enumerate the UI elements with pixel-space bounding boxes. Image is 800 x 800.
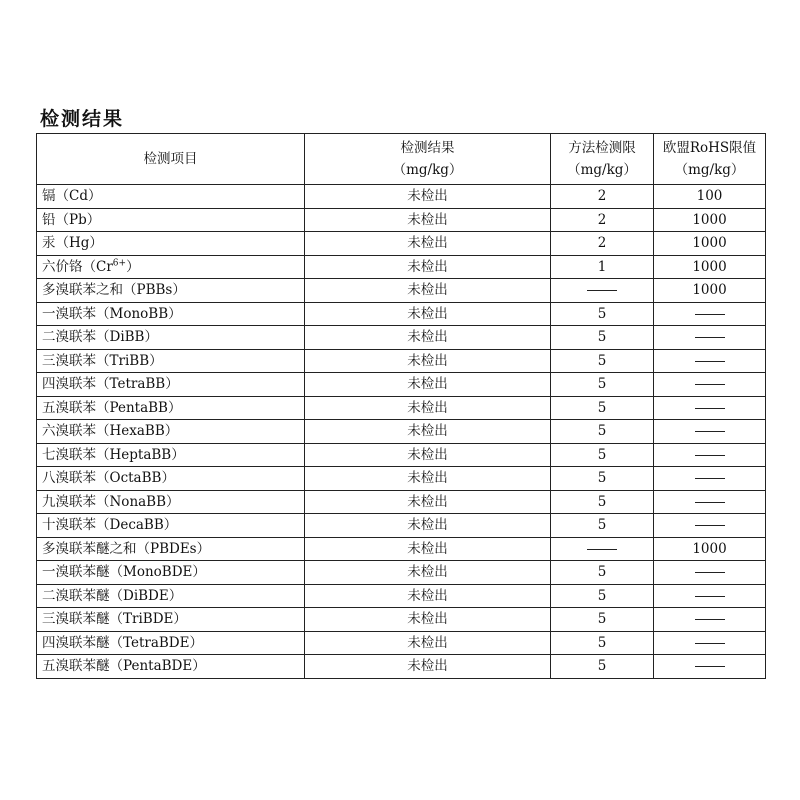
cell-limit-value: 2 — [597, 188, 607, 205]
cell-limit — [551, 208, 654, 232]
cell-rohs — [654, 514, 766, 538]
cell-rohs — [654, 232, 766, 256]
cell-limit — [551, 420, 654, 444]
cell-rohs — [654, 302, 766, 326]
cell-limit — [551, 584, 654, 608]
item-name: 五溴联苯醚（PentaBDE） — [42, 658, 206, 675]
cell-rohs — [654, 561, 766, 585]
cell-limit-value: 2 — [597, 235, 607, 252]
table-row — [37, 443, 766, 467]
cell-item — [37, 279, 305, 303]
cell-limit-value: 5 — [597, 423, 607, 440]
cell-item — [37, 608, 305, 632]
header-row — [37, 134, 766, 185]
item-name: 十溴联苯（DecaBB） — [42, 517, 178, 534]
table-row — [37, 420, 766, 444]
table-row — [37, 326, 766, 350]
cell-result — [305, 561, 551, 585]
cell-item — [37, 467, 305, 491]
header-rohs-label: 欧盟RoHS限值 — [662, 140, 757, 156]
item-name: 二溴联苯醚（DiBDE） — [42, 587, 183, 604]
item-name: 六溴联苯（HexaBB） — [42, 423, 179, 440]
cell-result — [305, 185, 551, 209]
header-limit-label: 方法检测限 — [568, 140, 636, 156]
cell-limit — [551, 467, 654, 491]
cell-result-value: 未检出 — [407, 211, 448, 228]
cell-result — [305, 467, 551, 491]
cell-limit — [551, 349, 654, 373]
cell-limit — [551, 561, 654, 585]
cell-rohs-value: 1000 — [692, 540, 727, 557]
cell-rohs-value — [695, 384, 725, 385]
cell-rohs — [654, 490, 766, 514]
cell-limit-value: 2 — [597, 211, 607, 228]
cell-result-value: 未检出 — [407, 423, 448, 440]
cell-item — [37, 631, 305, 655]
cell-rohs-value: 1000 — [692, 235, 727, 252]
cell-item — [37, 584, 305, 608]
cell-result-value: 未检出 — [407, 235, 448, 252]
table-row — [37, 608, 766, 632]
header-rohs-unit: （mg/kg） — [674, 162, 745, 178]
item-name: 九溴联苯（NonaBB） — [42, 493, 180, 510]
cell-limit — [551, 537, 654, 561]
item-name: 一溴联苯醚（MonoBDE） — [42, 564, 206, 581]
cell-limit-value: 5 — [597, 517, 607, 534]
cell-item — [37, 420, 305, 444]
cell-rohs — [654, 396, 766, 420]
cell-result — [305, 443, 551, 467]
cell-result — [305, 279, 551, 303]
item-name: 八溴联苯（OctaBB） — [42, 470, 175, 487]
item-name: 五溴联苯（PentaBB） — [42, 399, 182, 416]
cell-result-value: 未检出 — [407, 587, 448, 604]
cell-rohs — [654, 655, 766, 679]
cell-rohs — [654, 279, 766, 303]
cell-result — [305, 420, 551, 444]
cell-rohs-value — [695, 408, 725, 409]
cell-limit-value: 5 — [597, 611, 607, 628]
cell-result — [305, 514, 551, 538]
cell-limit — [551, 490, 654, 514]
cell-result-value: 未检出 — [407, 446, 448, 463]
item-name: 四溴联苯（TetraBB） — [42, 376, 179, 393]
cell-rohs-value — [695, 596, 725, 597]
table-row — [37, 584, 766, 608]
cell-limit-value: 5 — [597, 329, 607, 346]
cell-item — [37, 443, 305, 467]
cell-item — [37, 537, 305, 561]
item-name: 多溴联苯醚之和（PBDEs） — [42, 540, 211, 557]
cell-rohs-value — [695, 502, 725, 503]
cell-item — [37, 561, 305, 585]
cell-rohs-value — [695, 361, 725, 362]
cell-rohs — [654, 326, 766, 350]
cell-rohs-value: 1000 — [692, 258, 727, 275]
cell-result-value: 未检出 — [407, 658, 448, 675]
item-name: 七溴联苯（HeptaBB） — [42, 446, 185, 463]
table-row — [37, 631, 766, 655]
cell-limit — [551, 608, 654, 632]
cell-item — [37, 514, 305, 538]
cell-limit-value — [587, 549, 617, 550]
cell-result — [305, 373, 551, 397]
cell-rohs-value — [695, 643, 725, 644]
item-name: 铅（Pb） — [42, 211, 101, 228]
cell-limit — [551, 373, 654, 397]
cell-result-value: 未检出 — [407, 517, 448, 534]
item-name: 多溴联苯之和（PBBs） — [42, 282, 186, 299]
cell-result-value: 未检出 — [407, 399, 448, 416]
table-row — [37, 561, 766, 585]
cell-rohs — [654, 185, 766, 209]
cell-limit — [551, 302, 654, 326]
cell-result-value: 未检出 — [407, 282, 448, 299]
cell-item — [37, 373, 305, 397]
item-suffix: ） — [126, 258, 140, 275]
cell-result — [305, 208, 551, 232]
cell-rohs-value — [695, 431, 725, 432]
header-limit — [551, 134, 654, 185]
table-row — [37, 279, 766, 303]
cell-rohs-value — [695, 619, 725, 620]
cell-limit — [551, 185, 654, 209]
cell-result-value: 未检出 — [407, 470, 448, 487]
cell-limit-value: 1 — [597, 258, 607, 275]
cell-result — [305, 302, 551, 326]
item-name: 三溴联苯醚（TriBDE） — [42, 611, 187, 628]
table-row — [37, 255, 766, 279]
cell-rohs-value: 100 — [696, 188, 723, 205]
cell-result-value: 未检出 — [407, 305, 448, 322]
table-row — [37, 396, 766, 420]
cell-limit — [551, 232, 654, 256]
cell-rohs — [654, 537, 766, 561]
cell-result — [305, 326, 551, 350]
cell-limit — [551, 396, 654, 420]
table-row — [37, 302, 766, 326]
item-name: 汞（Hg） — [42, 235, 103, 252]
table-row — [37, 467, 766, 491]
cell-rohs — [654, 420, 766, 444]
header-result-label: 检测结果 — [400, 140, 455, 156]
cell-rohs-value — [695, 314, 725, 315]
cell-rohs — [654, 373, 766, 397]
cell-limit-value: 5 — [597, 587, 607, 604]
item-name: 一溴联苯（MonoBB） — [42, 305, 182, 322]
cell-limit-value: 5 — [597, 305, 607, 322]
cell-rohs — [654, 208, 766, 232]
item-name: 四溴联苯醚（TetraBDE） — [42, 634, 203, 651]
cell-rohs-value — [695, 572, 725, 573]
cell-result — [305, 631, 551, 655]
cell-limit-value: 5 — [597, 446, 607, 463]
cell-rohs-value — [695, 666, 725, 667]
cell-limit-value: 5 — [597, 470, 607, 487]
cell-rohs — [654, 443, 766, 467]
cell-result-value: 未检出 — [407, 540, 448, 557]
table-row — [37, 514, 766, 538]
item-superscript: 6+ — [112, 258, 127, 269]
cell-item — [37, 232, 305, 256]
cell-rohs — [654, 349, 766, 373]
cell-item — [37, 185, 305, 209]
cell-rohs — [654, 255, 766, 279]
header-result-unit: （mg/kg） — [392, 162, 463, 178]
cell-item — [37, 208, 305, 232]
cell-result-value: 未检出 — [407, 611, 448, 628]
cell-result — [305, 349, 551, 373]
cell-limit-value: 5 — [597, 376, 607, 393]
cell-item — [37, 396, 305, 420]
results-table — [36, 133, 766, 679]
table-row — [37, 208, 766, 232]
item-name: 镉（Cd） — [42, 188, 102, 205]
header-item — [37, 134, 305, 185]
header-limit-unit: （mg/kg） — [567, 162, 637, 178]
cell-rohs-value — [695, 478, 725, 479]
cell-limit — [551, 255, 654, 279]
table-row — [37, 349, 766, 373]
cell-item — [37, 326, 305, 350]
item-name: 六价铬（Cr — [42, 258, 113, 275]
cell-result — [305, 537, 551, 561]
cell-result-value: 未检出 — [407, 329, 448, 346]
cell-item — [37, 490, 305, 514]
cell-rohs-value — [695, 455, 725, 456]
item-name: 二溴联苯（DiBB） — [42, 329, 158, 346]
cell-result — [305, 232, 551, 256]
cell-result-value: 未检出 — [407, 376, 448, 393]
cell-result — [305, 608, 551, 632]
cell-limit-value: 5 — [597, 352, 607, 369]
cell-item — [37, 255, 305, 279]
header-result — [305, 134, 551, 185]
header-item-label: 检测项目 — [143, 151, 198, 167]
cell-limit-value: 5 — [597, 658, 607, 675]
cell-limit — [551, 326, 654, 350]
cell-result — [305, 255, 551, 279]
table-row — [37, 232, 766, 256]
cell-rohs-value — [695, 525, 725, 526]
cell-limit-value: 5 — [597, 634, 607, 651]
cell-result-value: 未检出 — [407, 258, 448, 275]
cell-limit — [551, 631, 654, 655]
cell-rohs-value — [695, 337, 725, 338]
cell-limit-value: 5 — [597, 564, 607, 581]
results-body — [37, 185, 766, 679]
cell-rohs-value: 1000 — [692, 282, 727, 299]
cell-rohs — [654, 608, 766, 632]
table-row — [37, 537, 766, 561]
table-row — [37, 655, 766, 679]
cell-rohs — [654, 584, 766, 608]
cell-result-value: 未检出 — [407, 188, 448, 205]
cell-result-value: 未检出 — [407, 564, 448, 581]
cell-limit-value: 5 — [597, 399, 607, 416]
cell-limit — [551, 514, 654, 538]
cell-result — [305, 396, 551, 420]
table-row — [37, 490, 766, 514]
table-row — [37, 373, 766, 397]
cell-limit-value — [587, 290, 617, 291]
cell-rohs-value: 1000 — [692, 211, 727, 228]
cell-limit — [551, 655, 654, 679]
cell-rohs — [654, 467, 766, 491]
cell-limit — [551, 279, 654, 303]
section-title: 检测结果 — [40, 108, 125, 130]
cell-item — [37, 302, 305, 326]
cell-item — [37, 655, 305, 679]
cell-item — [37, 349, 305, 373]
cell-limit — [551, 443, 654, 467]
cell-rohs — [654, 631, 766, 655]
cell-result-value: 未检出 — [407, 634, 448, 651]
cell-limit-value: 5 — [597, 493, 607, 510]
cell-result-value: 未检出 — [407, 352, 448, 369]
cell-result — [305, 655, 551, 679]
cell-result — [305, 490, 551, 514]
cell-result-value: 未检出 — [407, 493, 448, 510]
item-name: 三溴联苯（TriBB） — [42, 352, 163, 369]
table-row — [37, 185, 766, 209]
header-rohs — [654, 134, 766, 185]
cell-result — [305, 584, 551, 608]
